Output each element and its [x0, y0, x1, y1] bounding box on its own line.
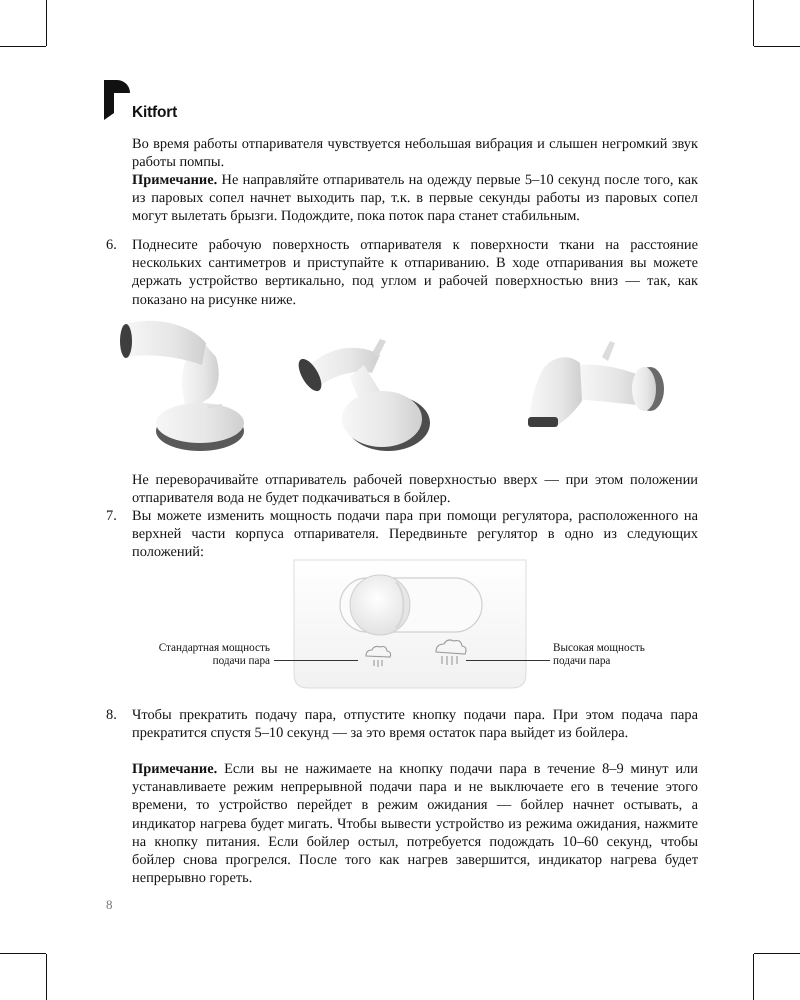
steamer-downward-image [528, 341, 664, 427]
note-standby [132, 760, 698, 887]
list-number: 6. [106, 237, 117, 253]
note-splashes [132, 171, 698, 226]
label-line: Высокая мощность [553, 642, 645, 654]
steamer-positions-figure [110, 305, 690, 470]
list-number: 7. [106, 508, 117, 524]
list-number: 8. [106, 707, 117, 723]
leader-line-standard [274, 660, 358, 661]
high-power-label [553, 642, 693, 668]
kitfort-logo-icon [104, 80, 130, 120]
steam-regulator-figure [290, 558, 530, 690]
standard-power-label [120, 642, 270, 668]
brand-logo [104, 80, 177, 120]
label-line: Стандартная мощность [158, 642, 270, 654]
crop-mark [754, 46, 800, 47]
paragraph-text: Не переворачивайте отпариватель рабочей поверхностью вверх — при этом положении отпаривателя вода не будет подкачиваться в бойлер. [132, 472, 698, 507]
note-text: Если вы не нажимаете на кнопку подачи пара в течение 8–9 минут или устанавливаете режим непрерывной подачи пара и не выключаете его в течение этого времени, то устройство перейдет в режим ожидания — бойлер начнет остывать, а индикатор нагрева будет мигать. Чтобы вывести устройство из режима ожидания, нажмите на кнопку питания. Если бойлер остыл, потребуется подождать 10–60 секунд, чтобы бойлер снова прогрелся. После того как нагрев завершится, индикатор нагрева будет непрерывно гореть. [132, 761, 698, 887]
crop-mark [754, 953, 800, 954]
paragraph-text: Во время работы отпаривателя чувствуется небольшая вибрация и слышен негромкий звук работы помпы. [132, 136, 698, 171]
crop-mark [0, 46, 46, 47]
list-item-8 [132, 706, 698, 742]
steamer-vertical-image [120, 321, 244, 451]
crop-mark [753, 954, 754, 1000]
list-item-text: Поднесите рабочую поверхность отпаривателя к поверхности ткани на расстояние нескольких сантиметров и приступайте к отпариванию. В ходе отпаривания вы можете держать устройство вертикально, под углом и рабочей поверхностью вниз — так, как показано на рисунке ниже. [132, 237, 698, 308]
paragraph-vibration [132, 135, 698, 171]
brand-name: Kitfort [132, 103, 178, 121]
list-item-6 [132, 236, 698, 309]
paragraph-warning [132, 471, 698, 507]
label-line: подачи пара [212, 655, 270, 667]
crop-mark [753, 0, 754, 46]
list-item-7 [132, 507, 698, 562]
leader-line-high [466, 660, 550, 661]
label-line: подачи пара [553, 655, 611, 667]
crop-mark [0, 953, 46, 954]
regulator-knob [350, 575, 410, 635]
crop-mark [46, 0, 47, 46]
note-text: Не направляйте отпариватель на одежду первые 5–10 секунд после того, как из паровых сопел начнет выходить пар, т.к. в первые секунды работы из паровых сопел могут вылетать брызги. Подождите, пока поток пара станет стабильным. [132, 172, 698, 225]
page-number: 8 [106, 897, 113, 912]
list-item-text: Вы можете изменить мощность подачи пара при помощи регулятора, расположенного на верхней части корпуса отпаривателя. Передвиньте регулятор в одно из следующих положений: [132, 508, 698, 561]
note-label: Примечание. [132, 761, 218, 777]
steamer-angled-image [294, 339, 430, 451]
note-label: Примечание. [132, 172, 218, 188]
list-item-text: Чтобы прекратить подачу пара, отпустите кнопку подачи пара. При этом подача пара прекратится спустя 5–10 секунд — за это время остаток пара выйдет из бойлера. [132, 707, 698, 742]
crop-mark [46, 954, 47, 1000]
